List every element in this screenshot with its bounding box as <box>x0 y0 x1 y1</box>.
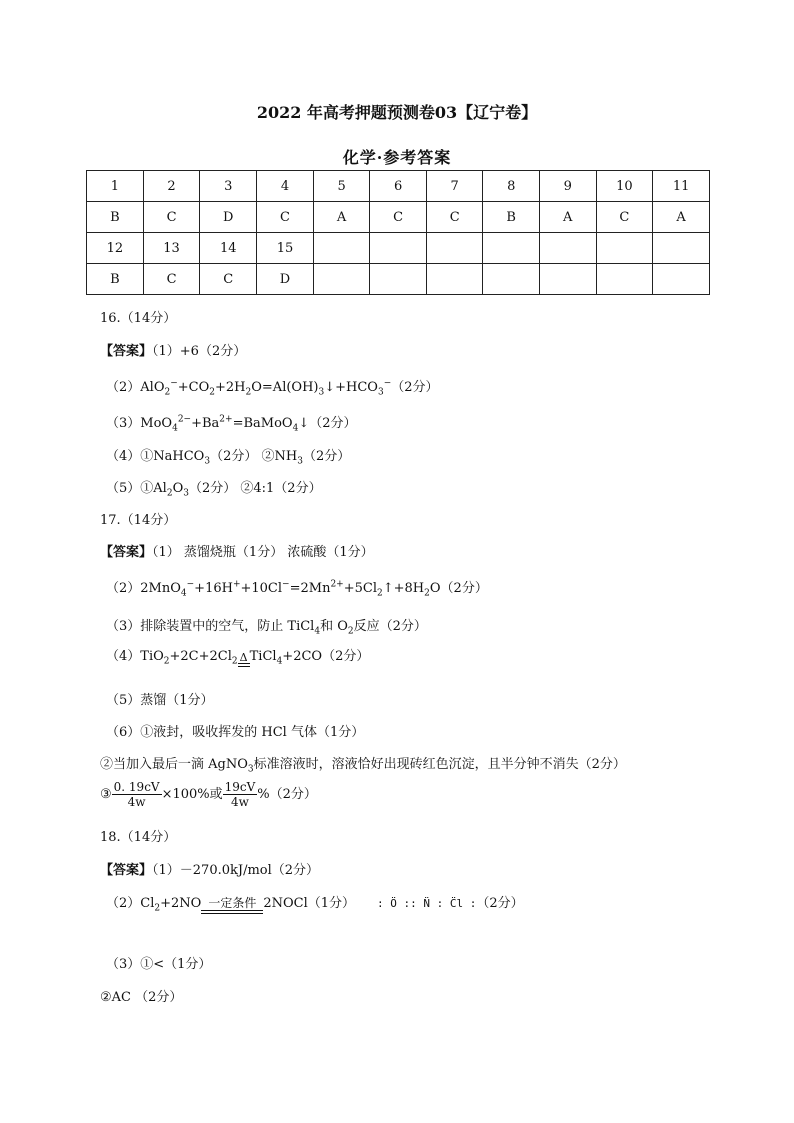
answer-cell: A <box>313 202 370 233</box>
question-number-cell: 4 <box>257 171 314 202</box>
answer-cell: A <box>653 202 710 233</box>
q16-answer-2: $(2)AlO_2^-+CO_2+2H_2O=Al(OH)_3↓+HCO_3^-(2$分） <box>106 378 439 398</box>
question-number-cell: 8 <box>483 171 540 202</box>
answer-cell <box>539 264 596 295</box>
answer-row <box>87 264 710 295</box>
q17-answer-5: （5）蒸馏（1分） <box>106 693 214 708</box>
answer-cell: A <box>539 202 596 233</box>
question-number-cell: 7 <box>426 171 483 202</box>
answer-tag: 【答案】 <box>100 545 153 560</box>
question-number-cell <box>370 233 427 264</box>
answer-cell <box>426 264 483 295</box>
question-number-cell: 1 <box>87 171 144 202</box>
fraction-1: $\frac{0. 19cV}{4w}$ <box>113 780 160 809</box>
answer-cell <box>483 264 540 295</box>
question-number-cell: 12 <box>87 233 144 264</box>
answer-tag: 【答案】 <box>100 344 153 359</box>
answer-cell <box>596 264 653 295</box>
answer-row <box>87 202 710 233</box>
q17-answer-6: （6）①液封，吸收挥发的 HCl 气体（1分） <box>106 725 365 740</box>
q16-heading: 16.（14分） <box>100 311 177 326</box>
q17-answer-8: ③ $\frac{0. 19cV}{4w}$ ×100%或 $\frac{19cV}{4w}$ %（2分） <box>100 780 317 809</box>
answer-cell: D <box>200 202 257 233</box>
answer-cell: C <box>426 202 483 233</box>
q17-answer-7: ②当加入最后一滴 AgNO$_3$标准溶液时，溶液恰好出现砖红色沉淀，且半分钟不消失（2分） <box>100 757 626 775</box>
q18-answer-3: （3）①<（1分） <box>106 957 212 972</box>
answer-cell: C <box>257 202 314 233</box>
q18-answer-2: $(2)Cl_2+2NO$ 一定条件 2NOCl（1分） : Ö :: N̈ : C̈l :（2分） <box>106 895 524 914</box>
answer-cell: B <box>483 202 540 233</box>
q17-heading: 17.（14分） <box>100 513 177 528</box>
question-number-cell <box>539 233 596 264</box>
question-number-cell <box>653 233 710 264</box>
question-number-cell: 2 <box>143 171 200 202</box>
q17-answer-2: $(2)2MnO_4^-+16H^++10Cl^-=2Mn^{2+}+5Cl_2↑+8H_2O(2$分） <box>106 579 488 599</box>
q17-answer-1: 【答案】（1） 蒸馏烧瓶（1分） 浓硫酸（1分） <box>100 545 374 560</box>
q16-answer-5: $(5)①Al_2O_3(2$分） ②4:1（2分） <box>106 481 322 499</box>
answer-table <box>86 170 710 295</box>
lewis-structure: : Ö :: N̈ : C̈l : <box>377 897 477 910</box>
page-title: 2022 年高考押题预测卷03【辽宁卷】 <box>256 103 538 122</box>
question-number-cell: 14 <box>200 233 257 264</box>
answer-cell <box>313 264 370 295</box>
q17-answer-3: （3）排除装置中的空气，防止 TiCl$_4$和 $O_2$反应（2分） <box>106 619 427 637</box>
question-number-cell: 10 <box>596 171 653 202</box>
question-number-cell: 6 <box>370 171 427 202</box>
question-number-cell: 15 <box>257 233 314 264</box>
question-number-cell: 11 <box>653 171 710 202</box>
question-number-cell: 5 <box>313 171 370 202</box>
question-number-cell: 13 <box>143 233 200 264</box>
q16-answer-4: （4）①NaHCO$_3$（2分） $②NH_3(2$分） <box>106 449 351 467</box>
answer-cell: C <box>143 264 200 295</box>
answer-cell: B <box>87 202 144 233</box>
answer-cell: D <box>257 264 314 295</box>
fraction-2: $\frac{19cV}{4w}$ <box>224 780 256 809</box>
q17-answer-4: $(4)TiO_2+2C+2Cl_2$ Δ TiCl$_4$+2CO（2分） <box>106 649 370 667</box>
question-number-cell <box>313 233 370 264</box>
question-number-row <box>87 171 710 202</box>
answer-cell: C <box>143 202 200 233</box>
question-number-cell <box>596 233 653 264</box>
reaction-condition: 一定条件 <box>201 896 263 914</box>
q18-heading: 18.（14分） <box>100 830 177 845</box>
answer-cell <box>370 264 427 295</box>
answer-cell: C <box>200 264 257 295</box>
answer-cell: B <box>87 264 144 295</box>
answer-cell <box>653 264 710 295</box>
question-number-row <box>87 233 710 264</box>
q18-answer-4: ②AC （2分） <box>100 990 183 1005</box>
q16-answer-1: 【答案】（1）+6（2分） <box>100 344 247 359</box>
question-number-cell <box>483 233 540 264</box>
answer-tag: 【答案】 <box>100 863 153 878</box>
answer-cell: C <box>596 202 653 233</box>
q18-answer-1: 【答案】（1）－270.0kJ/mol（2分） <box>100 863 320 878</box>
answer-cell: C <box>370 202 427 233</box>
heat-condition: Δ <box>238 652 250 667</box>
question-number-cell <box>426 233 483 264</box>
question-number-cell: 3 <box>200 171 257 202</box>
page-subtitle: 化学·参考答案 <box>342 148 452 167</box>
question-number-cell: 9 <box>539 171 596 202</box>
q16-answer-3: $(3)MoO_4^{2-}+Ba^{2+}=BaMoO_4↓(2$分） <box>106 414 357 434</box>
